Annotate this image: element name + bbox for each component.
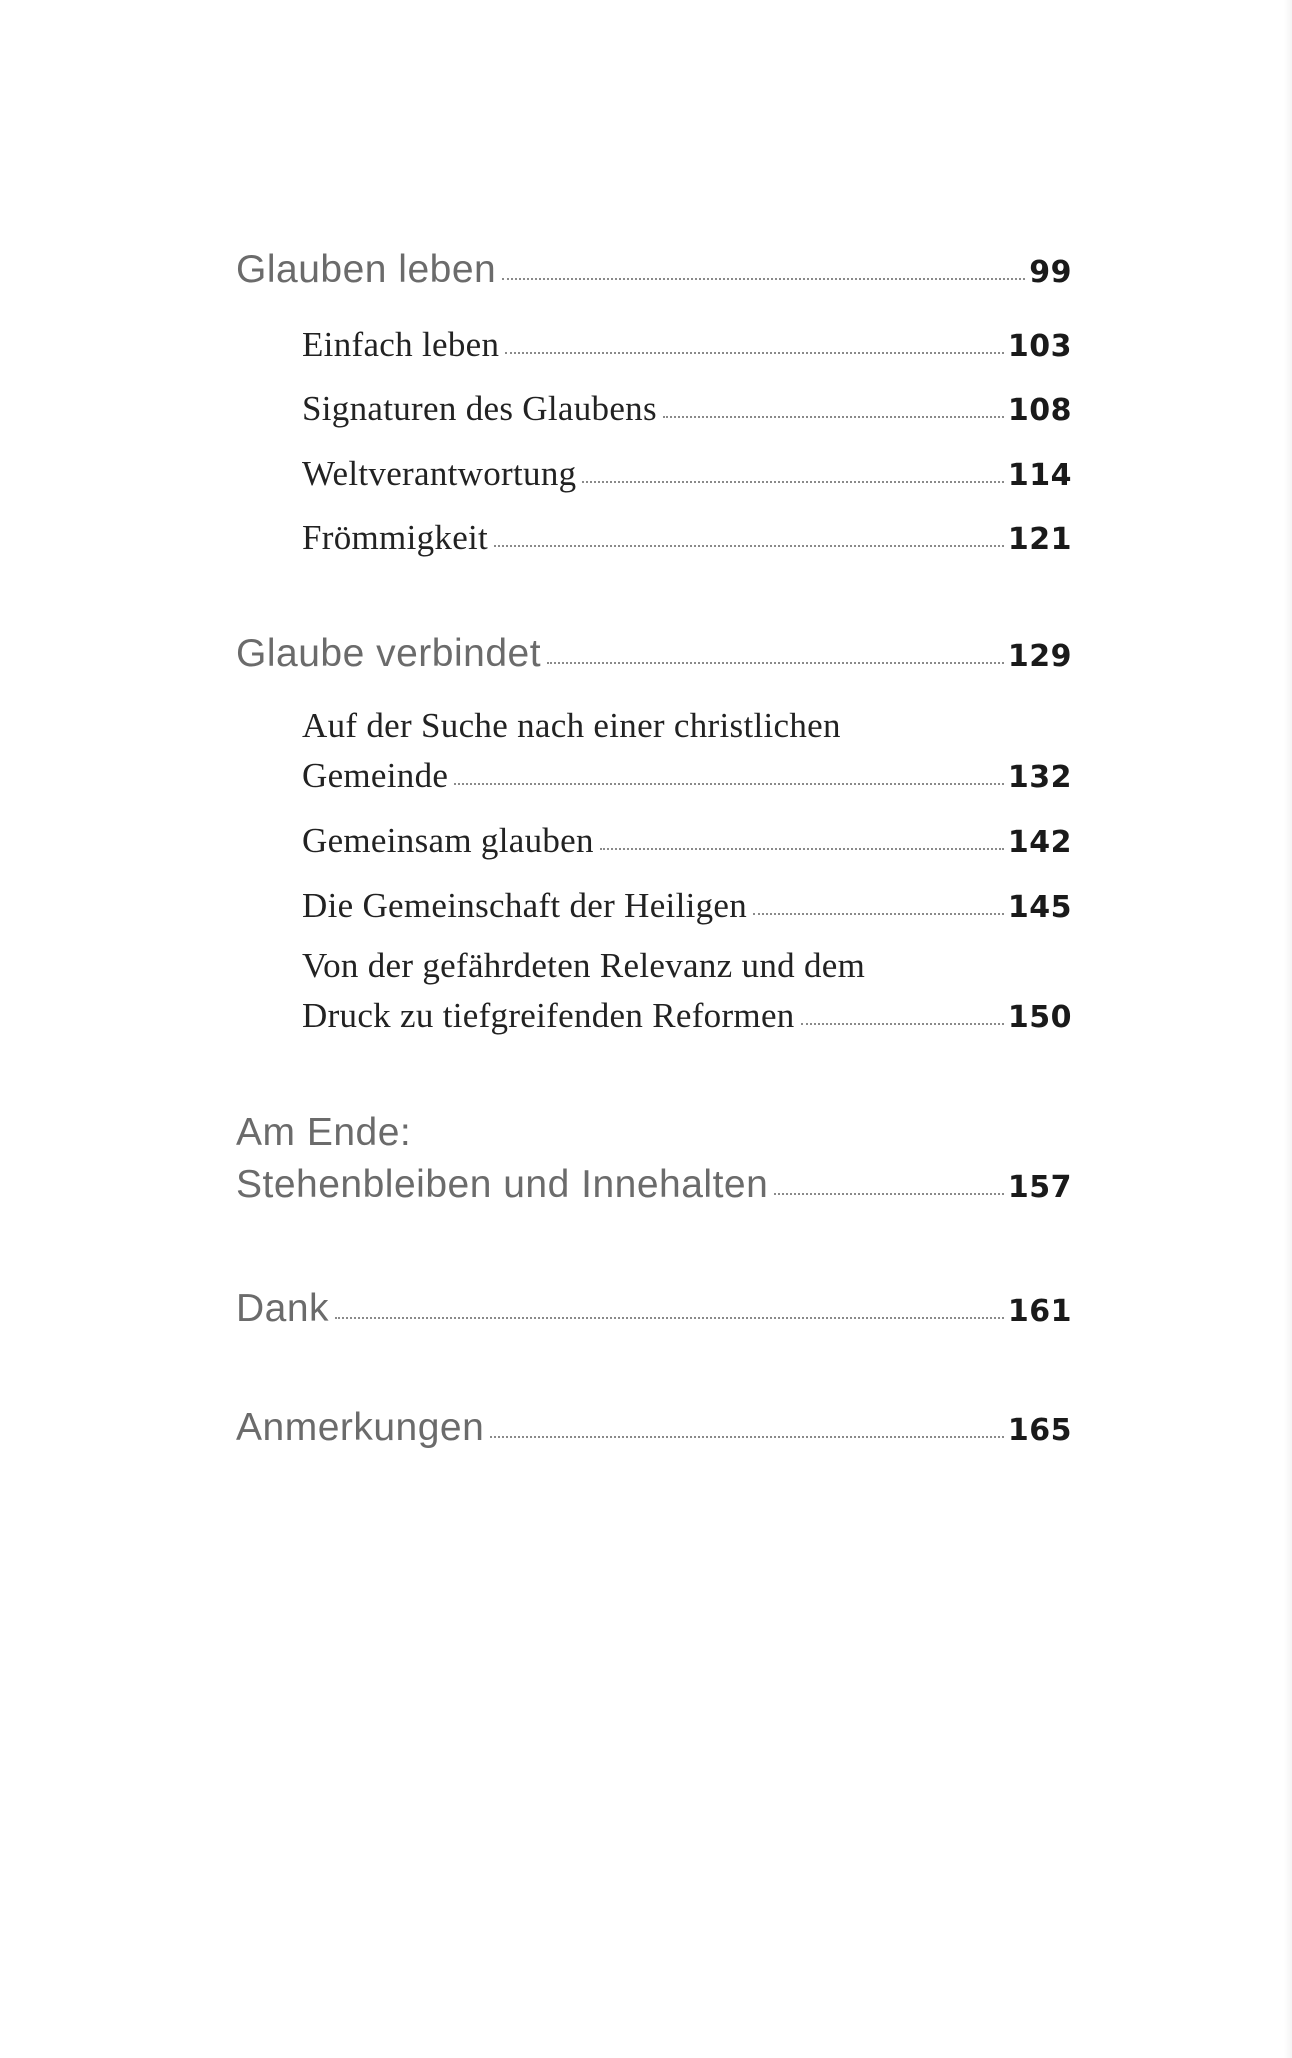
toc-entry-glauben-leben[interactable]: [236, 248, 1072, 292]
dot-leader: [505, 352, 1004, 354]
toc-entry-am-ende-line1: Am Ende:: [236, 1111, 412, 1154]
dot-leader: [753, 913, 1004, 915]
dot-leader: [547, 662, 1004, 664]
dot-leader: [502, 278, 1025, 280]
dot-leader: [663, 416, 1004, 418]
toc-entry-relevanz-reformen[interactable]: [302, 996, 1072, 1036]
dot-leader: [454, 783, 1004, 785]
dot-leader: [582, 481, 1003, 483]
toc-page-number: 150: [1007, 1000, 1072, 1035]
toc-page-number: 121: [1007, 522, 1072, 557]
toc-entry-title: Dank: [236, 1287, 330, 1330]
toc-entry-title: Glaube verbindet: [236, 632, 542, 675]
toc-entry-title: Die Gemeinschaft der Heiligen: [302, 886, 748, 925]
toc-entry-froemmigkeit[interactable]: [302, 518, 1072, 558]
toc-entry-glaube-verbindet[interactable]: [236, 632, 1072, 676]
toc-entry-einfach-leben[interactable]: [302, 325, 1072, 365]
toc-entry-am-ende[interactable]: [236, 1163, 1072, 1207]
toc-page-number: 165: [1007, 1413, 1072, 1448]
toc-page-number: 114: [1007, 458, 1072, 493]
toc-entry-title: Einfach leben: [302, 325, 500, 364]
dot-leader: [494, 545, 1004, 547]
toc-page-number: 129: [1007, 639, 1072, 674]
toc-entry-title: Glauben leben: [236, 248, 497, 291]
toc-entry-weltverantwortung[interactable]: [302, 454, 1072, 494]
toc-entry-gemeinsam-glauben[interactable]: [302, 821, 1072, 861]
toc-entry-title: Gemeinsam glauben: [302, 821, 594, 860]
toc-entry-dank[interactable]: [236, 1287, 1072, 1331]
toc-page-number: 99: [1029, 255, 1072, 290]
toc-page-number: 108: [1007, 393, 1072, 428]
toc-entry-suche-gemeinde[interactable]: [302, 756, 1072, 796]
toc-entry-title: Frömmigkeit: [302, 518, 489, 557]
toc-page-number: 145: [1007, 890, 1072, 925]
toc-page-number: 157: [1007, 1170, 1072, 1205]
toc-entry-title: Druck zu tiefgreifenden Reformen: [302, 996, 795, 1035]
toc-entry-anmerkungen[interactable]: [236, 1406, 1072, 1450]
dot-leader: [490, 1436, 1004, 1438]
toc-page-number: 132: [1007, 760, 1072, 795]
dot-leader: [774, 1193, 1004, 1195]
toc-entry-title: Stehenbleiben und Innehalten: [236, 1163, 769, 1206]
toc-page-number: 103: [1007, 329, 1072, 364]
toc-entry-title: Anmerkungen: [236, 1406, 485, 1449]
page-edge-shadow: [1284, 0, 1292, 2058]
toc-entry-title: Weltverantwortung: [302, 454, 577, 493]
toc-page-number: 161: [1007, 1294, 1072, 1329]
toc-entry-title: Gemeinde: [302, 756, 449, 795]
toc-entry-suche-gemeinde-line1: Auf der Suche nach einer christlichen: [302, 706, 841, 745]
dot-leader: [335, 1317, 1004, 1319]
dot-leader: [600, 848, 1004, 850]
dot-leader: [801, 1023, 1004, 1025]
toc-page-number: 142: [1007, 825, 1072, 860]
toc-entry-title: Signaturen des Glaubens: [302, 389, 657, 428]
toc-entry-relevanz-line1: Von der gefährdeten Relevanz und dem: [302, 946, 866, 985]
toc-entry-gemeinschaft-der-heiligen[interactable]: [302, 886, 1072, 926]
toc-entry-signaturen-des-glaubens[interactable]: [302, 389, 1072, 429]
